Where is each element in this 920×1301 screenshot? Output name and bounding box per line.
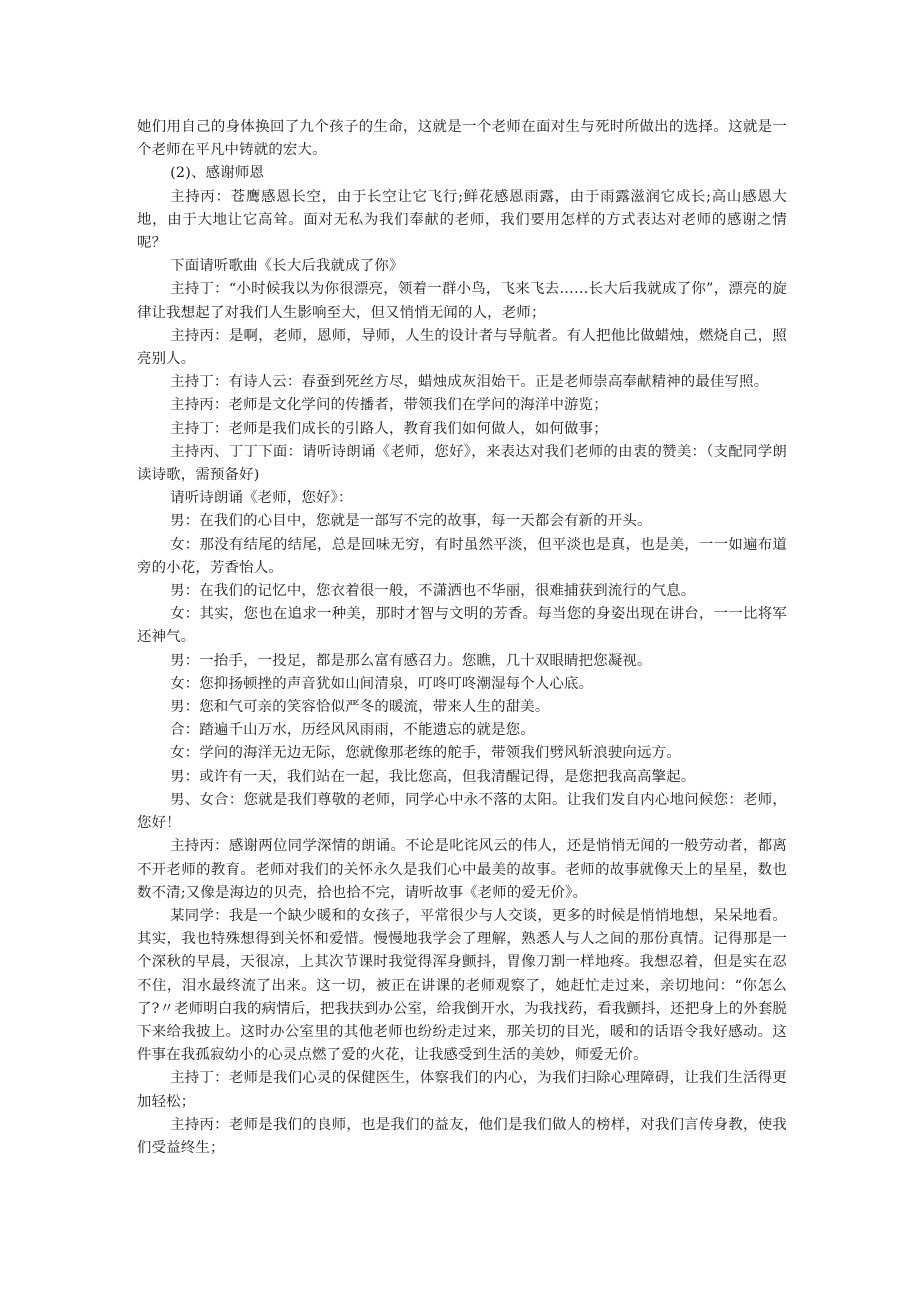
paragraph: 主持丙、丁丁下面：请听诗朗诵《老师，您好》，来表达对我们老师的由衷的赞美：（支配同学朗读诗歌，需预备好) xyxy=(137,443,787,484)
paragraph: 男：在我们的心目中，您就是一部写不完的故事，每一天都会有新的开头。 xyxy=(170,513,652,530)
paragraph: 她们用自己的身体换回了九个孩子的生命，这就是一个老师在面对生与死时所做出的选择。这就是一个老师在平凡中铸就的宏大。 xyxy=(137,119,787,159)
paragraph: 主持丙：是啊，老师，恩师，导师，人生的设计者与导航者。有人把他比做蜡烛，燃烧自己，照亮别人。 xyxy=(137,327,787,368)
paragraph: 主持丙：老师是我们的良师，也是我们的益友，他们是我们做人的榜样，对我们言传身教，使我们受益终生； xyxy=(137,1116,787,1156)
paragraph: 女：那没有结尾的结尾，总是回味无穷，有时虽然平淡，但平淡也是真，也是美，一一如遍布道旁的小花，芳香怡人。 xyxy=(137,536,787,576)
paragraph: 主持丁：有诗人云：春蚕到死丝方尽，蜡烛成灰泪始干。正是老师崇高奉献精神的最佳写照。 xyxy=(170,374,769,391)
paragraph: 某同学：我是一个缺少暖和的女孩子，平常很少与人交谈，更多的时候是悄悄地想，呆呆地看。其实，我也特殊想得到关怀和爱惜。慢慢地我学会了理解，熟悉人与人之间的那份真情。记得那是一个深秋的早晨，天很凉，上其次节课时我觉得浑身颤抖，胃像刀割一样地疼。我想忍着，但是实在忍不住，泪水最终流了出来。这一切，被正在讲课的老师观察了，她赶忙走过来，亲切地问：“你怎么了?〃老师明白我的病情后，把我扶到办公室，给我倒开水，为我找药，看我颤抖，还把身上的外套脱下来给我披上。这时办公室里的其他老师也纷纷走过来，那关切的目光，暖和的话语令我好感动。这件事在我孤寂幼小的心灵点燃了爱的火花，让我感受到生活的美妙，师爱无价。 xyxy=(137,907,787,1064)
paragraph: 主持丙：老师是文化学问的传播者，带领我们在学问的海洋中游览； xyxy=(170,397,608,414)
paragraph: 男：您和气可亲的笑容恰似严冬的暖流，带来人生的甜美。 xyxy=(170,699,550,716)
paragraph: 主持丙：感谢两位同学深情的朗诵。不论是叱诧风云的伟人，还是悄悄无闻的一般劳动者，都离不开老师的教育。老师对我们的关怀永久是我们心中最美的故事。老师的故事就像天上的星星，数也数不清;又像是海边的贝壳，拾也拾不完，请听故事《老师的爱无价》。 xyxy=(137,838,787,901)
paragraph: 女：您抑扬顿挫的声音犹如山间清泉，叮咚叮咚潮湿每个人心底。 xyxy=(170,675,594,692)
paragraph: 下面请听歌曲《长大后我就成了你》 xyxy=(170,258,404,275)
paragraph: 男：或许有一天，我们站在一起，我比您高，但我清醒记得，是您把我高高擎起。 xyxy=(170,768,696,785)
paragraph: 女：学问的海洋无边无际，您就像那老练的舵手，带领我们劈风斩浪驶向远方。 xyxy=(170,745,681,762)
paragraph: 主持丙：苍鹰感恩长空，由于长空让它飞行;鲜花感恩雨露，由于雨露滋润它成长;高山感恩大地，由于大地让它高耸。面对无私为我们奉献的老师，我们要用怎样的方式表达对老师的感谢之情呢？ xyxy=(137,188,787,252)
paragraph: 男：一抬手，一投足，都是那么富有感召力。您瞧，几十双眼睛把您凝视。 xyxy=(170,652,652,669)
paragraph: 请听诗朗诵《老师，您好》： xyxy=(170,490,353,507)
paragraph: 男：在我们的记忆中，您衣着很一般，不潇洒也不华丽，很难捕获到流行的气息。 xyxy=(170,583,696,600)
paragraph: 主持丁：老师是我们心灵的保健医生，体察我们的内心，为我们扫除心理障碍，让我们生活得更加轻松； xyxy=(137,1070,787,1110)
document-body xyxy=(137,116,787,1160)
section-heading: (2)、感谢师恩 xyxy=(170,165,265,182)
paragraph: 合：踏遍千山万水，历经风风雨雨，不能遗忘的就是您。 xyxy=(170,722,535,739)
paragraph: 主持丁：“小时候我以为你很漂亮，领着一群小鸟，飞来飞去……长大后我就成了你”，漂亮的旋律让我想起了对我们人生影响至大，但又悄悄无闻的人，老师； xyxy=(137,281,787,321)
paragraph: 男、女合：您就是我们尊敬的老师，同学心中永不落的太阳。让我们发自内心地问候您：老师，您好！ xyxy=(137,791,787,832)
paragraph: 女：其实，您也在追求一种美，那时才智与文明的芳香。每当您的身姿出现在讲台，一一比将军还神气。 xyxy=(137,606,787,646)
paragraph: 主持丁：老师是我们成长的引路人，教育我们如何做人，如何做事； xyxy=(170,420,608,437)
